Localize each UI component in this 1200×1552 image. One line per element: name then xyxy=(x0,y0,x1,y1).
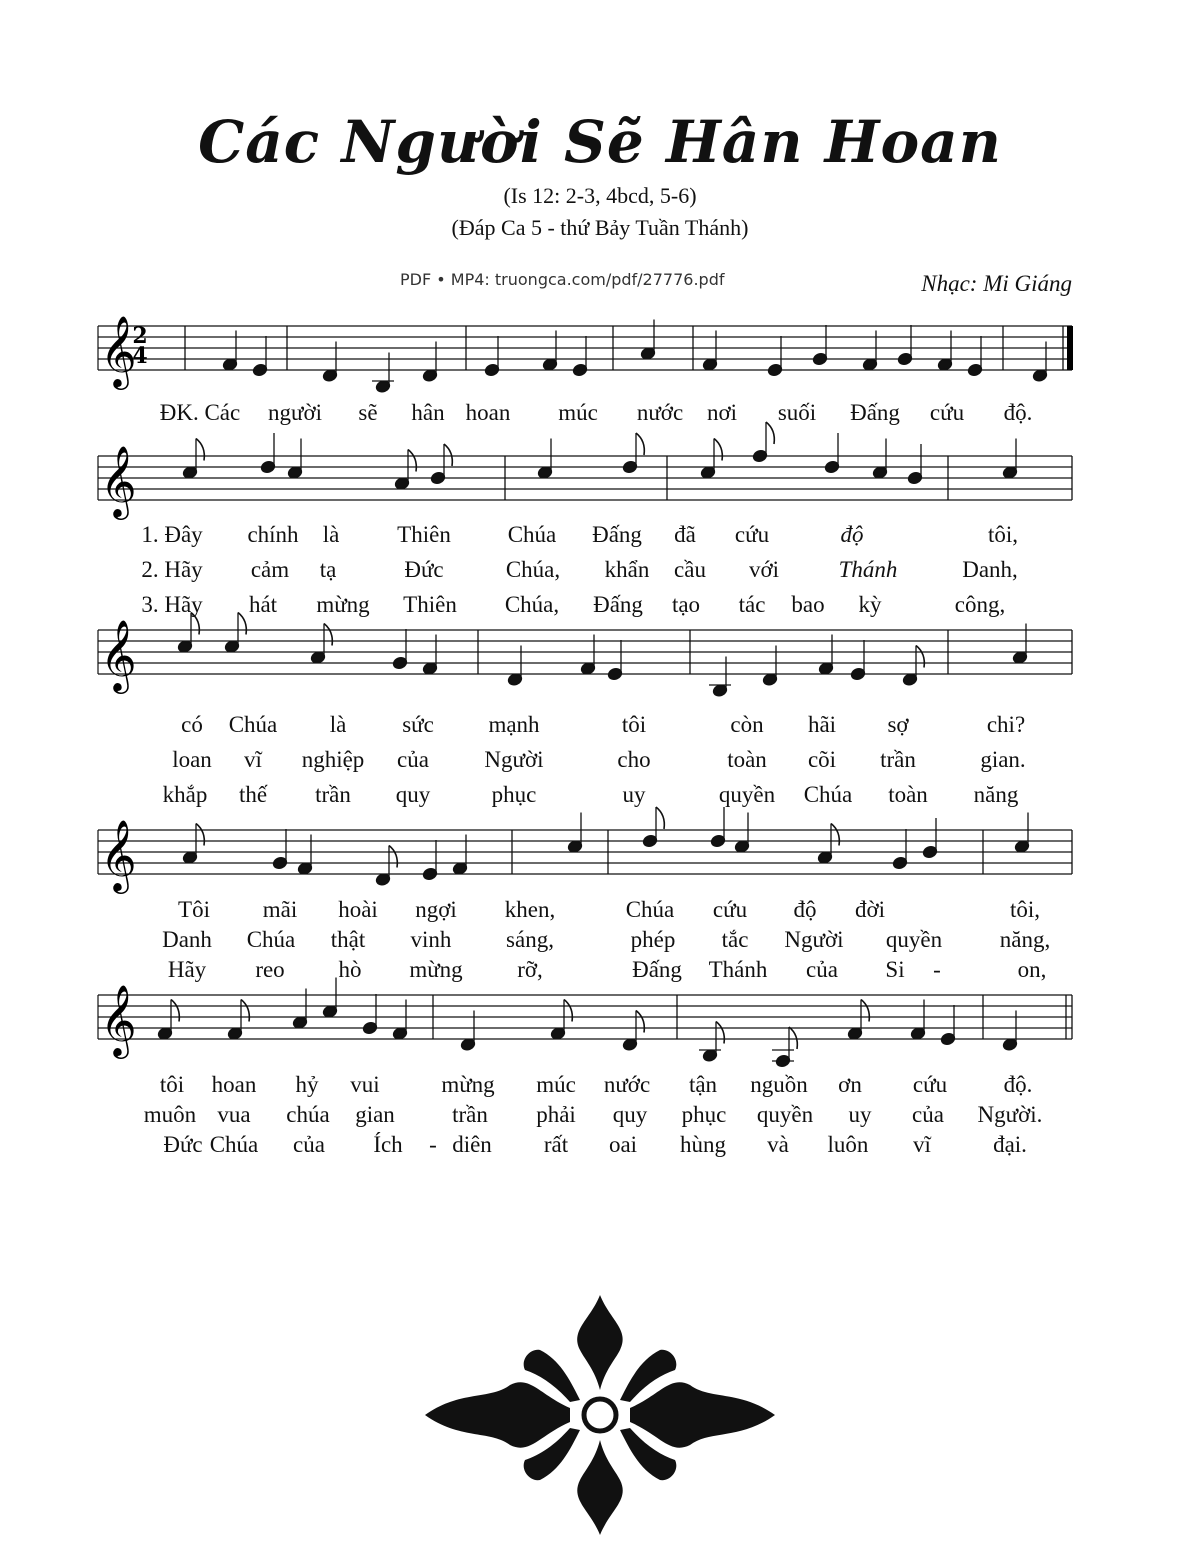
lyric-syllable: trần xyxy=(315,782,351,807)
treble-clef-icon: 𝄞 xyxy=(100,444,137,517)
lyric-syllable: đã xyxy=(674,522,696,547)
lyric-syllable: tác xyxy=(738,592,766,617)
note-flag xyxy=(444,444,452,466)
lyric-syllable: của xyxy=(293,1132,325,1157)
lyric-syllable: trần xyxy=(452,1102,488,1127)
song-title: Các Người Sẽ Hân Hoan xyxy=(198,108,1002,176)
lyric-syllable: đại. xyxy=(993,1132,1027,1157)
lyric-syllable: với xyxy=(748,557,780,582)
lyric-syllable: sáng, xyxy=(506,927,554,952)
lyric-syllable: thật xyxy=(330,927,366,952)
lyric-syllable: múc xyxy=(536,1072,576,1097)
lyric-syllable: quy xyxy=(612,1102,648,1127)
lyric-syllable: Người xyxy=(484,747,544,772)
lyric-syllable: loan xyxy=(172,747,212,772)
lyric-syllable: Ích xyxy=(373,1132,403,1157)
lyric-syllable: Chúa xyxy=(246,927,296,952)
lyric-syllable: vua xyxy=(217,1102,251,1127)
note-flag xyxy=(789,1027,797,1049)
lyric-syllable: hò xyxy=(338,957,362,982)
lyric-syllable: cho xyxy=(617,747,651,772)
note-flag xyxy=(636,433,644,455)
lyric-syllable: tạo xyxy=(671,592,701,617)
lyric-syllable: trần xyxy=(880,747,916,772)
lyric-syllable: - xyxy=(429,1132,437,1157)
time-sig-top: 2 xyxy=(132,323,148,349)
lyric-syllable: rỡ, xyxy=(517,957,543,982)
lyric-syllable: Danh xyxy=(162,927,212,952)
lyric-syllable: phép xyxy=(630,927,676,952)
note-flag xyxy=(389,846,397,868)
lyric-syllable: hãi xyxy=(807,712,837,737)
lyric-syllable: Chúa xyxy=(209,1132,259,1157)
lyric-syllable: sẽ xyxy=(358,400,378,425)
note-flag xyxy=(564,1000,572,1022)
lyric-syllable: gian. xyxy=(980,747,1026,772)
lyric-syllable: quyền xyxy=(885,927,943,952)
note-flag xyxy=(861,1000,869,1022)
time-sig-bottom: 4 xyxy=(132,343,148,369)
lyric-syllable: nguồn xyxy=(750,1072,808,1097)
lyric-syllable: Đấng xyxy=(850,400,900,425)
lyric-syllable: thế xyxy=(238,782,268,807)
lyric-syllable: 3. Hãy xyxy=(141,592,203,617)
lyric-syllable: tận xyxy=(688,1072,718,1097)
lyric-syllable: suối xyxy=(777,400,817,425)
lyric-syllable: ĐK. Các xyxy=(159,400,241,425)
lyric-syllable: Đấng xyxy=(632,957,682,982)
lyric-syllable: khẩn xyxy=(604,557,650,582)
lyric-syllable: Đấng xyxy=(593,592,643,617)
lyric-syllable: có xyxy=(181,712,203,737)
lyric-syllable: Người. xyxy=(977,1102,1043,1127)
lyric-syllable: nghiệp xyxy=(301,747,365,772)
lyric-syllable: Hãy xyxy=(167,957,207,982)
lyric-syllable: độ xyxy=(793,897,817,922)
lyric-syllable: đời xyxy=(854,897,886,922)
note-flag xyxy=(238,613,246,635)
lyric-syllable: Đức xyxy=(163,1132,203,1157)
lyric-syllable: vinh xyxy=(410,927,452,952)
lyric-syllable: 2. Hãy xyxy=(141,557,203,582)
lyric-syllable: khen, xyxy=(504,897,556,922)
lyric-syllable: vui xyxy=(350,1072,380,1097)
lyric-syllable: tôi xyxy=(621,712,647,737)
lyric-syllable: Đấng xyxy=(592,522,642,547)
lyric-syllable: hoan xyxy=(211,1072,257,1097)
lyric-syllable: phải xyxy=(536,1102,576,1127)
lyric-syllable: tôi, xyxy=(987,522,1019,547)
lyric-syllable: cảm xyxy=(250,557,290,582)
note-flag xyxy=(714,439,722,461)
treble-clef-icon: 𝄞 xyxy=(100,818,137,891)
lyric-syllable: nước xyxy=(636,400,684,425)
lyric-syllable: người xyxy=(267,400,323,425)
lyric-syllable: công, xyxy=(954,592,1006,617)
lyric-syllable: độ. xyxy=(1003,400,1033,425)
lyric-syllable: chính xyxy=(247,522,299,547)
treble-clef-icon: 𝄞 xyxy=(100,983,137,1056)
note-flag xyxy=(196,824,204,846)
lyric-syllable: ơn xyxy=(838,1072,862,1097)
lyric-syllable: reo xyxy=(255,957,285,982)
ornament-icon xyxy=(420,1290,780,1540)
lyric-syllable: cõi xyxy=(807,747,837,772)
lyric-syllable: múc xyxy=(558,400,598,425)
lyric-syllable: phục xyxy=(491,782,537,807)
lyric-syllable: Đức xyxy=(404,557,444,582)
lyric-syllable: bao xyxy=(791,592,825,617)
lyric-syllable: luôn xyxy=(827,1132,869,1157)
lyric-syllable: tắc xyxy=(721,927,749,952)
lyric-syllable: còn xyxy=(730,712,764,737)
lyric-syllable: hoan xyxy=(465,400,511,425)
lyric-syllable: Người xyxy=(784,927,844,952)
lyric-syllable: mạnh xyxy=(488,712,540,737)
lyric-syllable: diên xyxy=(452,1132,492,1157)
lyric-syllable: muôn xyxy=(143,1102,197,1127)
lyric-syllable: Chúa, xyxy=(504,592,560,617)
lyric-syllable: nước xyxy=(603,1072,651,1097)
lyric-syllable: uy xyxy=(622,782,646,807)
lyric-syllable: mừng xyxy=(316,592,370,617)
lyric-syllable: oai xyxy=(608,1132,638,1157)
note-flag xyxy=(831,824,839,846)
lyric-syllable: on, xyxy=(1017,957,1047,982)
lyric-syllable: hát xyxy=(248,592,278,617)
lyric-syllable: là xyxy=(329,712,347,737)
lyric-syllable: là xyxy=(322,522,340,547)
lyric-syllable: Chúa xyxy=(228,712,278,737)
lyric-syllable: vĩ xyxy=(913,1132,931,1157)
lyric-syllable: gian xyxy=(355,1102,395,1127)
lyric-syllable: nơi xyxy=(706,400,738,425)
lyric-syllable: uy xyxy=(848,1102,872,1127)
lyric-syllable: độ. xyxy=(1003,1072,1033,1097)
lyric-syllable: Thiên xyxy=(397,522,451,547)
lyric-syllable: năng xyxy=(973,782,1019,807)
lyric-syllable: Danh, xyxy=(962,557,1018,582)
note-flag xyxy=(916,646,924,668)
lyric-syllable: hùng xyxy=(680,1132,726,1157)
liturgical-occasion: (Đáp Ca 5 - thứ Bảy Tuần Thánh) xyxy=(451,215,749,240)
lyric-syllable: sợ xyxy=(887,712,909,737)
lyric-syllable: kỳ xyxy=(858,592,882,617)
treble-clef-icon: 𝄞 xyxy=(100,618,137,691)
lyric-syllable: quyền xyxy=(718,782,776,807)
note-flag xyxy=(324,624,332,646)
note-flag xyxy=(636,1011,644,1033)
note-flag xyxy=(171,1000,179,1022)
source-link[interactable]: PDF • MP4: truongca.com/pdf/27776.pdf xyxy=(400,270,725,289)
lyric-syllable: cứu xyxy=(712,897,748,922)
note-flag xyxy=(241,1000,249,1022)
lyric-syllable: cứu xyxy=(929,400,965,425)
lyric-syllable: hoài xyxy=(338,897,378,922)
lyric-syllable: cứu xyxy=(734,522,770,547)
lyric-syllable: Si xyxy=(885,957,905,982)
note-flag xyxy=(716,1022,724,1044)
composer-credit: Nhạc: Mi Giáng xyxy=(921,271,1072,296)
lyric-syllable: tạ xyxy=(319,557,337,582)
lyric-syllable: Chúa, xyxy=(505,557,561,582)
lyric-syllable: của xyxy=(912,1102,944,1127)
lyric-syllable: Thánh xyxy=(708,957,768,982)
lyric-syllable: quy xyxy=(395,782,431,807)
treble-clef-icon: 𝄞 xyxy=(100,314,137,387)
lyric-syllable: Chúa xyxy=(803,782,853,807)
lyric-syllable: phục xyxy=(681,1102,727,1127)
lyric-syllable: vĩ xyxy=(244,747,262,772)
lyric-syllable: Tôi xyxy=(178,897,210,922)
lyric-syllable: - xyxy=(933,957,941,982)
lyric-syllable: mãi xyxy=(262,897,298,922)
lyric-syllable: cứu xyxy=(912,1072,948,1097)
lyric-syllable: Thánh xyxy=(838,557,898,582)
lyric-syllable: quyền xyxy=(756,1102,814,1127)
lyric-syllable: khắp xyxy=(162,782,208,807)
lyric-syllable: rất xyxy=(543,1132,569,1157)
lyric-syllable: của xyxy=(806,957,838,982)
lyric-syllable: toàn xyxy=(727,747,767,772)
lyric-syllable: và xyxy=(767,1132,789,1157)
lyric-syllable: cầu xyxy=(674,557,706,582)
lyric-syllable: của xyxy=(397,747,429,772)
note-flag xyxy=(766,422,774,444)
note-flag xyxy=(656,807,664,829)
lyric-syllable: mừng xyxy=(409,957,463,982)
lyric-syllable: mừng xyxy=(441,1072,495,1097)
lyric-syllable: Thiên xyxy=(403,592,457,617)
lyric-syllable: sức xyxy=(402,712,434,737)
note-flag xyxy=(408,450,416,472)
lyric-syllable: tôi, xyxy=(1009,897,1041,922)
note-flag xyxy=(196,439,204,461)
lyric-syllable: toàn xyxy=(888,782,928,807)
lyric-syllable: chúa xyxy=(286,1102,330,1127)
scripture-reference: (Is 12: 2-3, 4bcd, 5-6) xyxy=(503,183,697,208)
final-barline-thick xyxy=(1067,326,1073,370)
lyric-syllable: năng, xyxy=(999,927,1051,952)
lyric-syllable: ngợi xyxy=(415,897,457,922)
lyric-syllable: hân xyxy=(411,400,445,425)
lyric-syllable: 1. Đây xyxy=(141,522,203,547)
lyric-syllable: chi? xyxy=(986,712,1026,737)
lyric-syllable: Chúa xyxy=(625,897,675,922)
lyric-syllable: tôi xyxy=(159,1072,185,1097)
lyric-syllable: Chúa xyxy=(507,522,557,547)
lyric-syllable: độ xyxy=(840,522,864,547)
lyric-syllable: hỷ xyxy=(295,1072,319,1097)
